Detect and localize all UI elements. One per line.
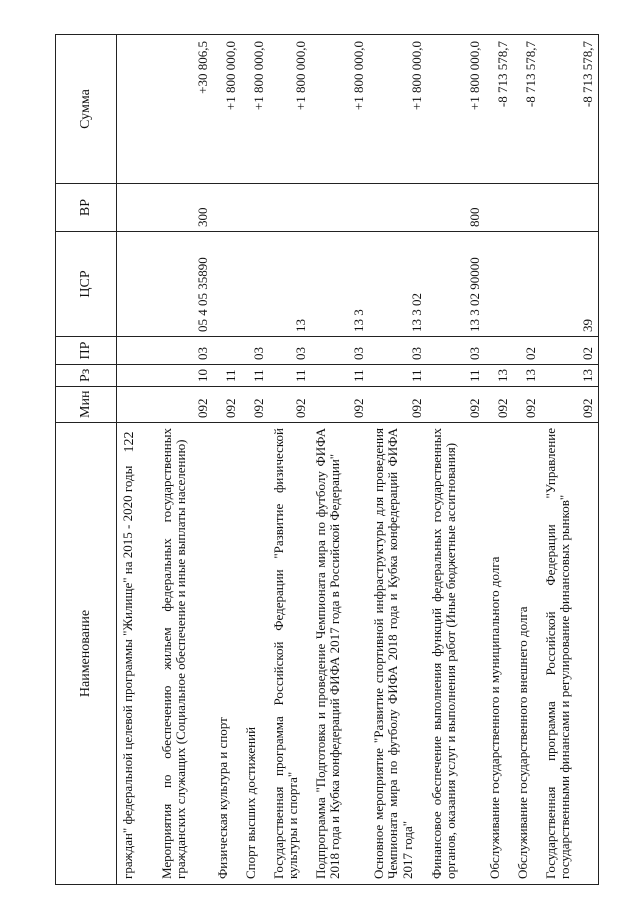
cell-rz: 11 [427, 365, 485, 387]
cell-name: Спорт высших достижений [241, 423, 269, 885]
cell-csr [485, 232, 513, 337]
cell-rz: 11 [369, 365, 427, 387]
table-row [541, 35, 599, 885]
cell-name: граждан" федеральной целевой программы "Жилище" на 2015 - 2020 годы [117, 423, 157, 885]
cell-rz: 11 [241, 365, 269, 387]
header-csr: ЦСР [56, 232, 117, 337]
cell-vr [311, 184, 369, 232]
table-row [157, 35, 213, 885]
table-body [117, 35, 599, 885]
cell-rz [117, 365, 157, 387]
cell-name: Мероприятия по обеспечению жильем федеральных государственных гражданских служащих (Социальное обеспечение и иные выплаты населению) [157, 423, 213, 885]
table-row [485, 35, 513, 885]
cell-sum: +1 800 000,0 [269, 35, 311, 184]
cell-min: 092 [269, 387, 311, 423]
cell-rz: 10 [157, 365, 213, 387]
cell-csr: 13 3 02 [369, 232, 427, 337]
cell-csr: 13 3 02 90000 [427, 232, 485, 337]
cell-sum: -8 713 578,7 [541, 35, 599, 184]
table-header-row [56, 35, 117, 885]
header-vr: ВР [56, 184, 117, 232]
table-row [427, 35, 485, 885]
cell-sum: +1 800 000,0 [241, 35, 269, 184]
cell-vr: 300 [157, 184, 213, 232]
cell-sum: +1 800 000,0 [427, 35, 485, 184]
cell-sum [117, 35, 157, 184]
cell-pr [117, 337, 157, 365]
cell-pr: 02 [541, 337, 599, 365]
cell-pr: 03 [369, 337, 427, 365]
header-sum: Сумма [56, 35, 117, 184]
cell-sum: +1 800 000,0 [369, 35, 427, 184]
table-row [369, 35, 427, 885]
cell-sum: -8 713 578,7 [485, 35, 513, 184]
page-number: 122 [122, 431, 137, 453]
cell-pr: 03 [157, 337, 213, 365]
cell-name: Физическая культура и спорт [213, 423, 241, 885]
cell-min: 092 [157, 387, 213, 423]
cell-csr [241, 232, 269, 337]
cell-rz: 13 [485, 365, 513, 387]
cell-vr [369, 184, 427, 232]
table-row [117, 35, 157, 885]
cell-min: 092 [369, 387, 427, 423]
cell-rz: 11 [213, 365, 241, 387]
cell-name: Подпрограмма "Подготовка и проведение Чемпионата мира по футболу ФИФА 2018 года и Кубка конфедераций ФИФА 2017 года в Российской Федерации" [311, 423, 369, 885]
table-row [311, 35, 369, 885]
cell-pr: 03 [241, 337, 269, 365]
table-row [213, 35, 241, 885]
cell-vr [269, 184, 311, 232]
cell-csr: 39 [541, 232, 599, 337]
cell-pr: 02 [513, 337, 541, 365]
cell-name: Основное мероприятие "Развитие спортивной инфраструктуры для проведения Чемпионата мира по футболу ФИФА 2018 года и Кубка конфедераций ФИФА 2017 года" [369, 423, 427, 885]
cell-csr: 13 3 [311, 232, 369, 337]
cell-pr: 03 [311, 337, 369, 365]
table-row [269, 35, 311, 885]
cell-min: 092 [427, 387, 485, 423]
cell-min: 092 [213, 387, 241, 423]
cell-csr [513, 232, 541, 337]
cell-sum: +30 806,5 [157, 35, 213, 184]
cell-pr [485, 337, 513, 365]
cell-min: 092 [541, 387, 599, 423]
cell-min: 092 [513, 387, 541, 423]
cell-csr [213, 232, 241, 337]
header-rz: Рз [56, 365, 117, 387]
cell-min: 092 [311, 387, 369, 423]
cell-name: Финансовое обеспечение выполнения функций федеральных государственных органов, оказания услуг и выполнения работ (Иные бюджетные ассигнования) [427, 423, 485, 885]
table-row [241, 35, 269, 885]
cell-sum: +1 800 000,0 [213, 35, 241, 184]
budget-table [55, 34, 599, 885]
cell-name: Государственная программа Российской Федерации "Развитие физической культуры и спорта" [269, 423, 311, 885]
cell-pr: 03 [427, 337, 485, 365]
cell-pr [213, 337, 241, 365]
cell-csr: 13 [269, 232, 311, 337]
table-row [513, 35, 541, 885]
cell-csr: 05 4 05 35890 [157, 232, 213, 337]
cell-vr [513, 184, 541, 232]
header-pr: ПР [56, 337, 117, 365]
cell-sum: -8 713 578,7 [513, 35, 541, 184]
cell-name: Государственная программа Российской Федерации "Управление государственными финансами и регулирование финансовых рынков" [541, 423, 599, 885]
cell-min: 092 [485, 387, 513, 423]
cell-min: 092 [241, 387, 269, 423]
cell-name: Обслуживание государственного и муниципального долга [485, 423, 513, 885]
cell-name: Обслуживание государственного внешнего долга [513, 423, 541, 885]
cell-rz: 11 [311, 365, 369, 387]
cell-vr: 800 [427, 184, 485, 232]
cell-vr [541, 184, 599, 232]
header-min: Мин [56, 387, 117, 423]
rotated-page-content [55, 35, 605, 885]
cell-rz: 11 [269, 365, 311, 387]
cell-vr [241, 184, 269, 232]
cell-csr [117, 232, 157, 337]
cell-rz: 13 [513, 365, 541, 387]
cell-rz: 13 [541, 365, 599, 387]
cell-min [117, 387, 157, 423]
cell-pr: 03 [269, 337, 311, 365]
header-name: Наименование [56, 423, 117, 885]
cell-vr [485, 184, 513, 232]
cell-sum: +1 800 000,0 [311, 35, 369, 184]
cell-vr [117, 184, 157, 232]
cell-vr [213, 184, 241, 232]
